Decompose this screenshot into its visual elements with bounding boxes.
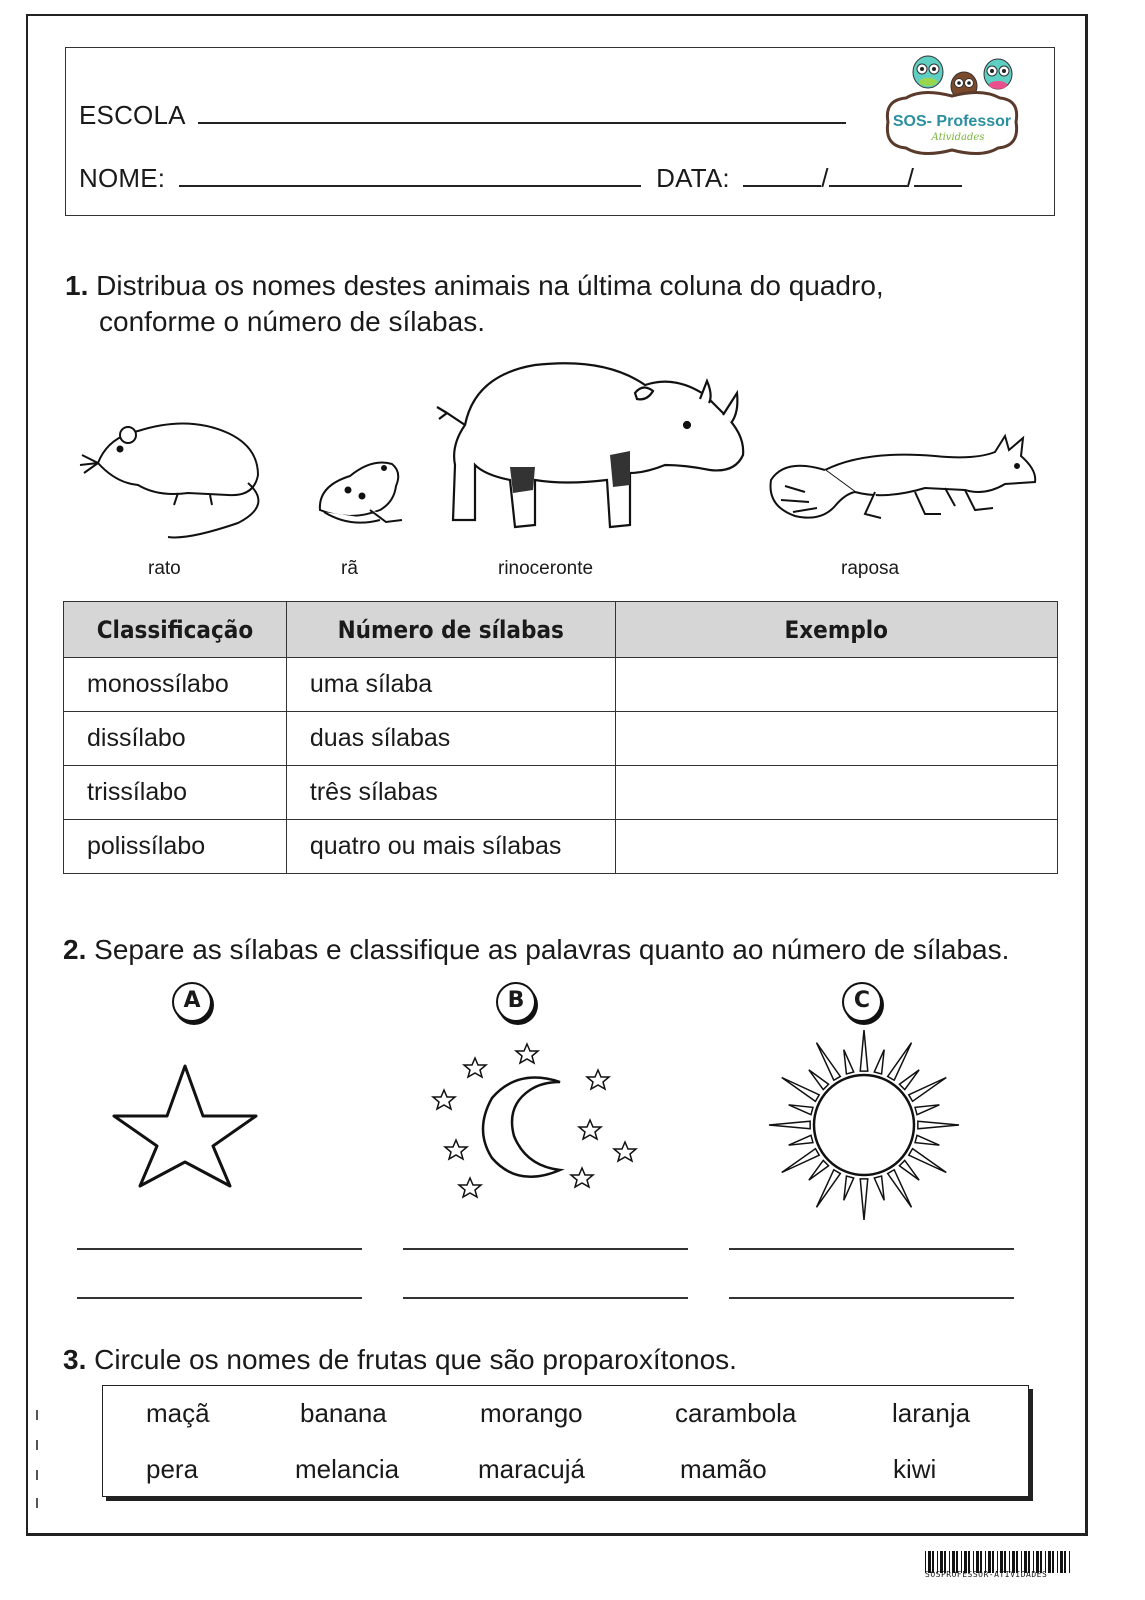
sun-ray	[888, 1043, 912, 1081]
example-answer-cell[interactable]	[615, 712, 1057, 766]
table-row	[64, 820, 1058, 874]
sun-ray	[782, 1149, 820, 1173]
margin-mark	[36, 1498, 38, 1508]
q1-number: 1.	[65, 270, 89, 301]
sun-ray	[809, 1070, 829, 1090]
table-row	[64, 712, 1058, 766]
sun-ray	[844, 1176, 854, 1200]
sun-ray	[789, 1105, 813, 1115]
table-header-row	[64, 602, 1058, 658]
fruit-word[interactable]: kiwi	[893, 1454, 937, 1484]
q1-text-line2: conforme o número de sílabas.	[99, 306, 485, 337]
margin-mark	[36, 1410, 38, 1420]
date-separator: /	[821, 163, 829, 193]
barcode-bar	[1060, 1551, 1063, 1573]
margin-mark	[36, 1470, 38, 1480]
frog-illustration	[310, 450, 410, 530]
rhino-illustration	[425, 355, 745, 540]
animal-caption: rato	[148, 558, 181, 579]
sun-ray	[874, 1050, 884, 1074]
sos-professor-logo	[882, 52, 1022, 162]
q3-number: 3.	[63, 1344, 87, 1375]
fruit-word[interactable]: morango	[480, 1398, 583, 1428]
table-header: Exemplo	[615, 602, 1057, 658]
answer-line-a1[interactable]	[77, 1248, 362, 1250]
syllable-table	[63, 601, 1058, 874]
sun-ray	[769, 1121, 810, 1129]
answer-line-b1[interactable]	[403, 1248, 688, 1250]
owl-icon	[984, 59, 1012, 89]
table-row	[64, 766, 1058, 820]
table-cell: três sílabas	[286, 766, 615, 820]
animal-caption: rã	[341, 558, 358, 579]
barcode-bar	[1048, 1551, 1051, 1573]
q2-number: 2.	[63, 934, 87, 965]
example-answer-cell[interactable]	[615, 766, 1057, 820]
table-cell: duas sílabas	[286, 712, 615, 766]
fruit-word[interactable]: carambola	[675, 1398, 797, 1428]
fruit-box	[102, 1385, 1029, 1497]
star-icon	[110, 1062, 260, 1190]
sun-ray	[918, 1121, 959, 1129]
sun-ray	[915, 1135, 939, 1145]
table-cell: polissílabo	[64, 820, 287, 874]
table-header: Classificação	[64, 602, 287, 658]
sun-ray	[915, 1105, 939, 1115]
barcode-bar	[1064, 1551, 1066, 1573]
sun-ray	[809, 1160, 829, 1180]
example-answer-cell[interactable]	[615, 658, 1057, 712]
fruit-word[interactable]: pera	[146, 1454, 199, 1484]
option-b-badge: B	[496, 982, 536, 1022]
fruit-word[interactable]: maracujá	[478, 1454, 585, 1484]
date-day-field[interactable]	[743, 184, 821, 187]
school-line	[79, 100, 846, 131]
sun-ray	[909, 1078, 947, 1102]
fox-illustration	[765, 430, 1045, 530]
school-field[interactable]	[198, 121, 846, 124]
table-cell: monossílabo	[64, 658, 287, 712]
sun-ray	[899, 1160, 919, 1180]
sun-ray	[860, 1030, 868, 1071]
animal-caption: raposa	[841, 558, 900, 579]
option-a-badge: A	[172, 982, 212, 1022]
sun-ray	[782, 1078, 820, 1102]
q1-text-line1: Distribua os nomes destes animais na última coluna do quadro,	[96, 270, 884, 301]
q2-title	[63, 934, 1009, 966]
fruit-word[interactable]: maçã	[146, 1398, 210, 1428]
date-month-field[interactable]	[829, 184, 907, 187]
example-answer-cell[interactable]	[615, 820, 1057, 874]
option-c-badge: C	[842, 982, 882, 1022]
moon-and-stars-icon	[430, 1040, 640, 1200]
sun-ray	[817, 1170, 841, 1208]
answer-line-c2[interactable]	[729, 1297, 1014, 1299]
barcode-bar	[1057, 1551, 1058, 1573]
date-label: DATA:	[656, 163, 730, 193]
barcode-bar	[1069, 1551, 1070, 1573]
q3-text: Circule os nomes de frutas que são proparoxítonos.	[94, 1344, 737, 1375]
sun-ray	[874, 1176, 884, 1200]
q1-title-line1	[65, 270, 884, 302]
table-cell: uma sílaba	[286, 658, 615, 712]
table-row	[64, 658, 1058, 712]
name-field[interactable]	[179, 184, 641, 187]
owl-icon	[913, 56, 943, 88]
animal-caption: rinoceronte	[498, 558, 594, 579]
fruit-word[interactable]: mamão	[680, 1454, 767, 1484]
fruit-word[interactable]: melancia	[295, 1454, 400, 1484]
table-cell: trissílabo	[64, 766, 287, 820]
answer-line-b2[interactable]	[403, 1297, 688, 1299]
logo-title: SOS- Professor	[892, 113, 1012, 130]
sun-ray	[844, 1050, 854, 1074]
q2-text: Separe as sílabas e classifique as palavras quanto ao número de sílabas.	[94, 934, 1010, 965]
name-date-line	[79, 163, 962, 194]
sun-ray	[860, 1179, 868, 1220]
school-label: ESCOLA	[79, 100, 185, 130]
sun-ray	[909, 1149, 947, 1173]
rat-illustration	[78, 405, 283, 550]
logo-subtitle: Atividades	[931, 132, 985, 143]
table-header: Número de sílabas	[286, 602, 615, 658]
table-cell: quatro ou mais sílabas	[286, 820, 615, 874]
sun-ray	[789, 1135, 813, 1145]
fruit-word[interactable]: laranja	[892, 1398, 971, 1428]
date-year-field[interactable]	[914, 184, 962, 187]
answer-line-a2[interactable]	[77, 1297, 362, 1299]
date-separator: /	[906, 163, 915, 193]
name-label: NOME:	[79, 163, 166, 193]
sun-ray	[888, 1170, 912, 1208]
barcode-text: SOSPROFESSOR-ATIVIDADES	[925, 1570, 1048, 1579]
sun-ray	[899, 1070, 919, 1090]
fruit-word[interactable]: banana	[300, 1398, 387, 1428]
barcode-bar	[1052, 1551, 1054, 1573]
q3-title	[63, 1344, 737, 1376]
sun-ray	[817, 1043, 841, 1081]
answer-line-c1[interactable]	[729, 1248, 1014, 1250]
table-cell: dissílabo	[64, 712, 287, 766]
sun-icon	[764, 1030, 964, 1220]
margin-mark	[36, 1440, 38, 1450]
